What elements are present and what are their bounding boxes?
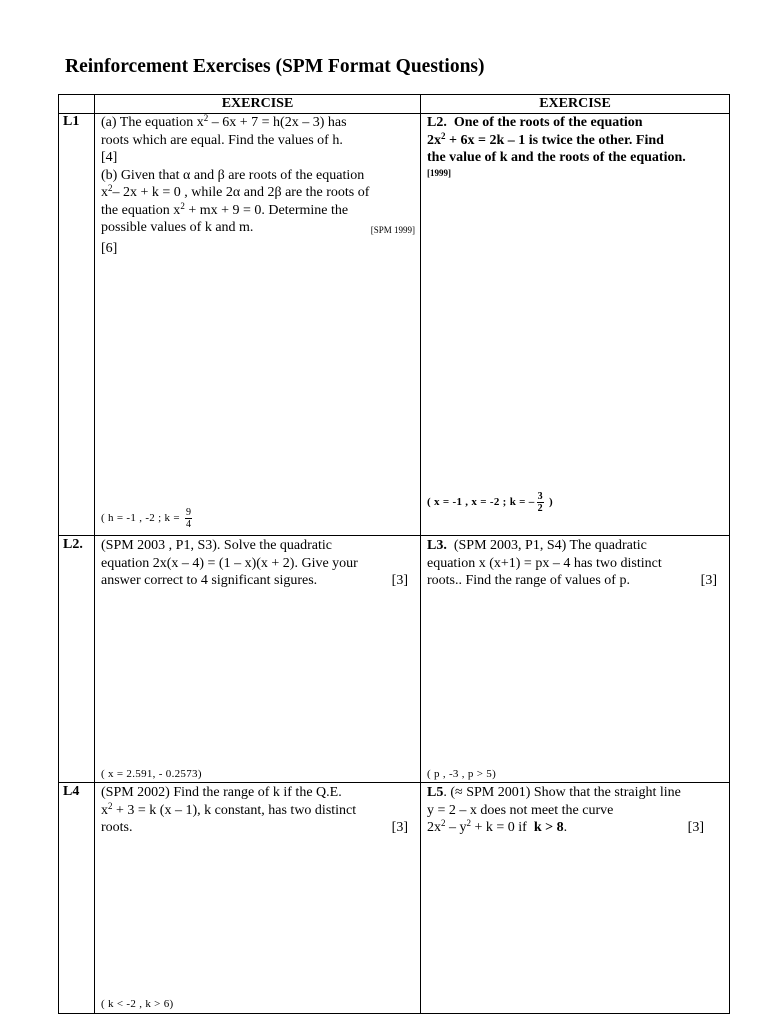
l1-b-line3: the equation $x^2$ + mx + 9 = 0. Determine the — [101, 200, 349, 218]
l3-marks: [3] — [700, 573, 717, 588]
l4-line1: (SPM 2002) Find the range of k if the Q.E. — [101, 785, 342, 800]
page-title: Reinforcement Exercises (SPM Format Questions) — [65, 56, 485, 77]
l1-a-line1: (a) The equation $x^2 - 6x + 7 = h(2x - 3)$ has — [101, 113, 347, 130]
l5-line3: $2x^2 - y^2 + k = 0$ if k > 8. [3] — [427, 818, 704, 835]
header-exercise-right: EXERCISE — [539, 96, 611, 111]
row-divider-2 — [58, 782, 730, 783]
header-exercise-left: EXERCISE — [221, 96, 294, 111]
l1-b-line2: $x^2-$ 2x + k = 0 , while 2α and 2β are the roots of — [101, 183, 370, 200]
l2b-line2: equation 2x(x – 4) = (1 – x)(x + 2). Give your — [101, 555, 358, 571]
l1-b-marks: [6] — [101, 240, 118, 256]
l2-line1: L2. One of the roots of the equation — [427, 115, 643, 130]
l1-a-marks: [4] — [101, 150, 118, 165]
l2-line2: $2x^2 + 6x = 2k - 1$ is twice the other. Find — [427, 130, 664, 148]
table-border-top — [58, 94, 730, 95]
question-label-l1: L1 — [63, 114, 80, 129]
l1-answer-fraction: $\frac{9}{4}$ — [185, 507, 192, 530]
l5-marks: [3] — [687, 820, 704, 835]
l5-condition: k > 8 — [533, 820, 564, 835]
l2b-line1: (SPM 2003 , P1, S3). Solve the quadratic — [101, 538, 332, 553]
question-l2b — [101, 537, 408, 590]
l1-source: [SPM 1999] — [370, 225, 415, 235]
table-border-left — [58, 94, 59, 1014]
l2-answer: ( x = -1 , x = -2 ; k = – $\frac{3}{2}$ ) — [427, 491, 553, 514]
l2b-answer: ( x = 2.591, - 0.2573) — [101, 768, 202, 780]
l1-b-line4: possible values of k and m. [SPM 1999] — [101, 219, 415, 240]
question-label-l2: L2. — [427, 115, 447, 130]
l2b-marks: [3] — [391, 573, 408, 588]
question-l4 — [101, 784, 408, 837]
l1-a-line2: roots which are equal. Find the values of h. — [101, 132, 343, 148]
l2-line3: the value of k and the roots of the equation. — [427, 150, 686, 165]
question-l1 — [101, 114, 415, 257]
l4-answer: ( k < -2 , k > 6) — [101, 998, 174, 1010]
l3-line3: roots.. Find the range of values of p. [3] — [427, 573, 717, 588]
l2b-line3: answer correct to 4 significant sigures. [3] — [101, 573, 408, 588]
l3-line1: L3. (SPM 2003, P1, S4) The quadratic — [427, 538, 647, 553]
question-l3 — [427, 537, 717, 590]
question-l5 — [427, 784, 704, 837]
l5-line1: L5. (≈ SPM 2001) Show that the straight line — [427, 785, 681, 800]
l4-marks: [3] — [391, 820, 408, 835]
row-divider-1 — [58, 535, 730, 536]
table-border-bottom — [58, 1013, 730, 1014]
exercise-column-divider — [420, 94, 421, 1014]
question-l2 — [427, 114, 727, 179]
l1-b-line1: (b) Given that α and β are roots of the equation — [101, 167, 365, 183]
l2-source: [1999] — [427, 167, 451, 178]
l3-answer: ( p , -3 , p > 5) — [427, 768, 497, 780]
l3-line2: equation x (x+1) = px – 4 has two distinct — [427, 555, 662, 571]
l5-line2: y = 2 – x does not meet the curve — [427, 802, 614, 818]
question-label-l4: L4 — [63, 784, 80, 799]
question-label-l5: L5 — [427, 785, 444, 800]
question-label-l2b: L2. — [63, 537, 83, 552]
l2-answer-fraction: $\frac{3}{2}$ — [537, 491, 543, 514]
label-column-divider — [94, 94, 95, 1014]
table-border-right — [729, 94, 730, 1014]
question-label-l3: L3. — [427, 538, 447, 553]
l4-line3: roots. [3] — [101, 820, 408, 835]
l4-line2: $x^2 + 3 = k$ (x – 1), k constant, has two distinct — [101, 800, 357, 818]
l1-answer: ( h = -1 , -2 ; k = $\frac{9}{4}$ — [101, 507, 192, 530]
